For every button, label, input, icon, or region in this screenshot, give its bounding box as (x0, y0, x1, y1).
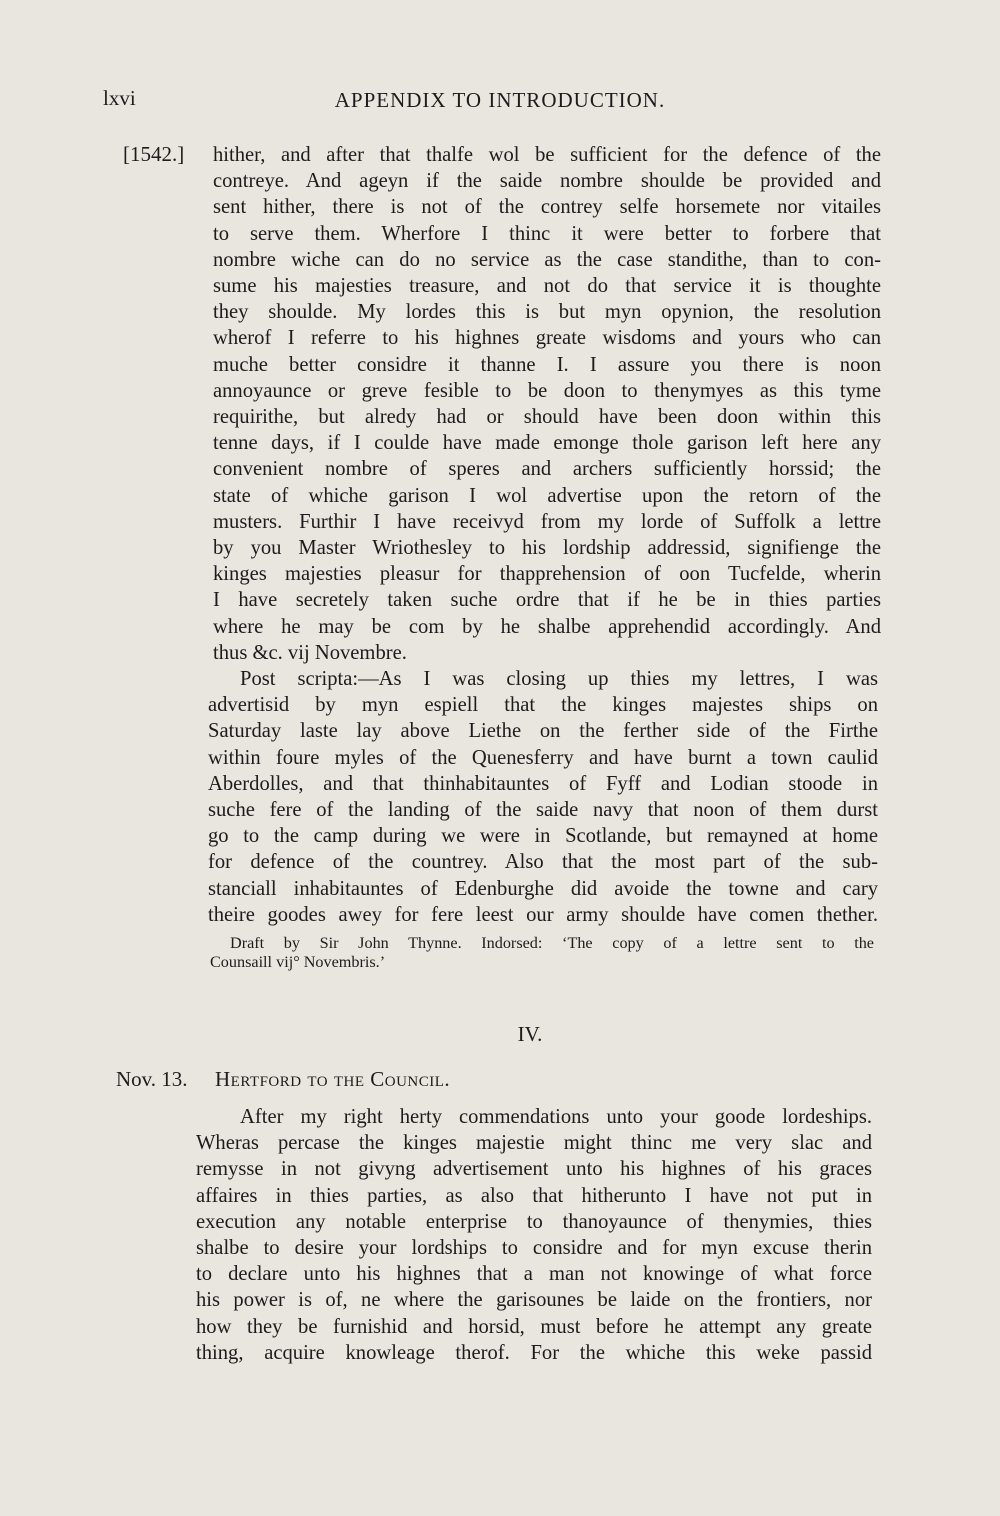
page-folio: lxvi (103, 86, 136, 110)
text-line: muche better considre it thanne I. I assure you there is noon (213, 353, 881, 376)
text-line: sume his majesties treasure, and not do that service it is thoughte (213, 275, 881, 298)
text-line: remysse in not givyng advertisement unto his highnes of his graces (196, 1158, 872, 1181)
text-line: go to the camp during we were in Scotlande, but remayned at home (208, 825, 878, 848)
text-line: to declare unto his highnes that a man not knowinge of what force (196, 1263, 872, 1286)
text-line: Aberdolles, and that thinhabitauntes of Fyff and Lodian stoode in (208, 772, 878, 795)
text-line: nombre wiche can do no service as the case standithe, than to con- (213, 248, 881, 271)
text-line: Post scripta:—As I was closing up thies my lettres, I was (240, 668, 878, 690)
text-line: wherof I referre to his highnes greate wisdoms and yours who can (213, 327, 881, 350)
text-line: suche fere of the landing of the saide navy that noon of them durst (208, 799, 878, 822)
text-line: annoyaunce or greve fesible to be doon to thenymyes as this tyme (213, 379, 881, 402)
margin-year: [1542.] (123, 142, 185, 166)
text-line: where he may be com by he shalbe apprehendid accordingly. And (213, 615, 881, 638)
letter-two-body (196, 1104, 872, 1366)
margin-date: Nov. 13. (116, 1067, 188, 1091)
letter-heading: Hertford to the Council. (215, 1067, 451, 1091)
text-line: I have secretely taken suche ordre that if he be in thies parties (213, 589, 881, 612)
text-line: his power is of, ne where the garisounes be laide on the frontiers, nor (196, 1289, 872, 1312)
text-line: hither, and after that thalfe wol be sufficient for the defence of the (213, 144, 881, 166)
text-line: thing, acquire knowleage therof. For the whiche this weke passid (196, 1341, 872, 1364)
text-line: within foure myles of the Quenesferry and have burnt a town caulid (208, 746, 878, 769)
text-line: Wheras percase the kinges majestie might thinc me very slac and (196, 1132, 872, 1155)
text-line: convenient nombre of speres and archers sufficiently horssid; the (213, 458, 881, 481)
draft-note (210, 934, 874, 972)
text-line: kinges majesties pleasur for thapprehension of oon Tucfelde, wherin (213, 563, 881, 586)
text-line: shalbe to desire your lordships to considre and for myn excuse therin (196, 1237, 872, 1260)
text-line: Draft by Sir John Thynne. Indorsed: ‘The copy of a lettre sent to the (230, 934, 874, 952)
text-line: for defence of the countrey. Also that the most part of the sub- (208, 851, 878, 874)
text-line: sent hither, there is not of the contrey selfe horsemete nor vitailes (213, 196, 881, 219)
text-line: musters. Furthir I have receivyd from my lorde of Suffolk a lettre (213, 510, 881, 533)
text-line: to serve them. Wherfore I thinc it were better to forbere that (213, 222, 881, 245)
text-line: After my right herty commendations unto your goode lordeships. (240, 1106, 872, 1128)
text-line: tenne days, if I coulde have made emonge thole garison left here any (213, 432, 881, 455)
text-line: stanciall inhabitauntes of Edenburghe did avoide the towne and cary (208, 877, 878, 900)
text-line: by you Master Wriothesley to his lordship addressid, signifienge the (213, 537, 881, 560)
text-line: advertisid by myn espiell that the kinges majestes ships on (208, 694, 878, 717)
text-line: how they be furnishid and horsid, must before he attempt any greate (196, 1315, 872, 1338)
text-line: state of whiche garison I wol advertise upon the retorn of the (213, 484, 881, 507)
letter-one-body (213, 142, 881, 666)
running-head: APPENDIX TO INTRODUCTION. (334, 88, 666, 112)
postscript-body (208, 666, 878, 928)
text-line: execution any notable enterprise to thanoyaunce of thenymies, thies (196, 1210, 872, 1233)
text-line: contreye. And ageyn if the saide nombre shoulde be provided and (213, 170, 881, 193)
text-line: theire goodes awey for fere leest our army shoulde have comen thether. (208, 903, 878, 926)
text-line: Counsaill vij° Novembris.’ (210, 953, 386, 971)
text-line: they shoulde. My lordes this is but myn opynion, the resolution (213, 301, 881, 324)
section-number: IV. (517, 1022, 543, 1046)
text-line: requirithe, but alredy had or should have been doon within this (213, 406, 881, 429)
text-line: affaires in thies parties, as also that hitherunto I have not put in (196, 1184, 872, 1207)
text-line: Saturday laste lay above Liethe on the ferther side of the Firthe (208, 720, 878, 743)
text-line: thus &c. vij Novembre. (213, 641, 407, 664)
